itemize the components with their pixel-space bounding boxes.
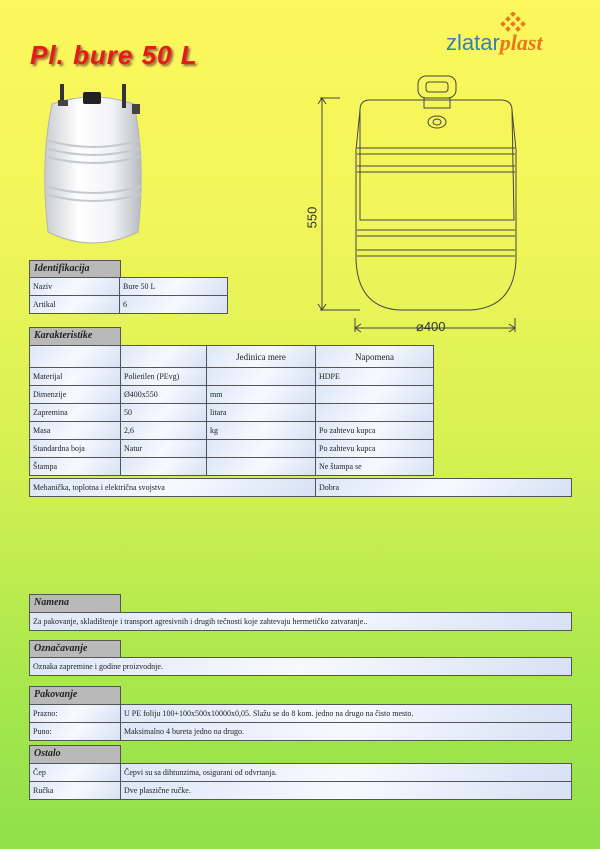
height-dimension-label: 550 [304,206,320,229]
row-note: Po zahtevu kupca [316,440,434,458]
logo-text-plast: plast [499,30,543,55]
row-label: Štampa [30,458,121,476]
row-unit [207,440,316,458]
row-value: 2,6 [121,422,207,440]
prazno-label: Prazno: [30,705,121,723]
namena-text: Za pakovanje, skladištenje i transport agresivnih i drugih tečnosti koje zahtevaju hermetičko zatvaranje.. [30,613,572,631]
table-row [30,386,434,404]
row-unit [207,368,316,386]
table-row [30,404,434,422]
page-title: Pl. bure 50 L [30,40,198,70]
table-row [30,705,572,723]
rucka-value: Dve plaszične ručke. [121,782,572,800]
identifikacija-table [29,277,228,314]
svojstva-label: Mehanička, toplotna i električna svojstva [30,479,316,497]
logo-text-zlatar: zlatar [446,30,500,55]
row-note: Po zahtevu kupca [316,422,434,440]
table-row [30,613,572,631]
table-row [30,296,228,314]
artikal-label: Artikal [30,296,120,314]
row-label: Standardna boja [30,440,121,458]
cep-value: Čepvi su sa dihtunzima, osigurani od odvrtanja. [121,764,572,782]
row-label: Masa [30,422,121,440]
row-value: Ø400x550 [121,386,207,404]
barrel-photo-image [38,82,148,250]
row-value [121,458,207,476]
section-header-pakovanje: Pakovanje [29,686,121,705]
column-header-note: Napomena [316,346,434,368]
header-empty-cell [30,346,121,368]
section-header-karakteristike: Karakteristike [29,327,121,346]
company-logo [446,12,576,60]
pakovanje-table [29,704,572,741]
section-header-identifikacija: Identifikacija [29,260,121,279]
table-row [30,723,572,741]
row-value: Natur [121,440,207,458]
table-row [30,458,434,476]
prazno-value: U PE foliju 100+100x500x10000x0,05. Slažu se do 8 kom. jedno na drugo na čisto mesto. [121,705,572,723]
table-row [30,782,572,800]
section-header-oznacavanje: Označavanje [29,640,121,659]
svojstva-table [29,478,572,497]
rucka-label: Ručka [30,782,121,800]
row-unit: mm [207,386,316,404]
section-header-namena: Namena [29,594,121,613]
row-note [316,404,434,422]
artikal-value: 6 [120,296,228,314]
naziv-value: Bure 50 L [120,278,228,296]
row-unit [207,458,316,476]
width-dimension-label: ⌀400 [416,319,446,334]
table-row [30,658,572,676]
row-note: HDPE [316,368,434,386]
row-label: Zapremina [30,404,121,422]
ostalo-table [29,763,572,800]
karakteristike-table [29,345,434,476]
puno-value: Maksimalno 4 bureta jedno na drugo. [121,723,572,741]
table-row [30,764,572,782]
naziv-label: Naziv [30,278,120,296]
row-value: Polietilen (PEvg) [121,368,207,386]
table-row [30,368,434,386]
oznacavanje-text: Oznaka zapremine i godine proizvodnje. [30,658,572,676]
column-header-unit: Jedinica mere [207,346,316,368]
oznacavanje-table [29,657,572,676]
row-label: Dimenzije [30,386,121,404]
table-row [30,440,434,458]
namena-table [29,612,572,631]
row-unit: kg [207,422,316,440]
cep-label: Čep [30,764,121,782]
table-row [30,479,572,497]
barrel-technical-drawing [300,70,530,340]
row-note: Ne štampa se [316,458,434,476]
header-empty-cell [121,346,207,368]
section-header-ostalo: Ostalo [29,745,121,764]
table-row [30,422,434,440]
puno-label: Puno: [30,723,121,741]
table-row [30,278,228,296]
row-value: 50 [121,404,207,422]
row-label: Materijal [30,368,121,386]
table-row [30,346,434,368]
row-unit: litara [207,404,316,422]
row-note [316,386,434,404]
svojstva-value: Dobra [316,479,572,497]
